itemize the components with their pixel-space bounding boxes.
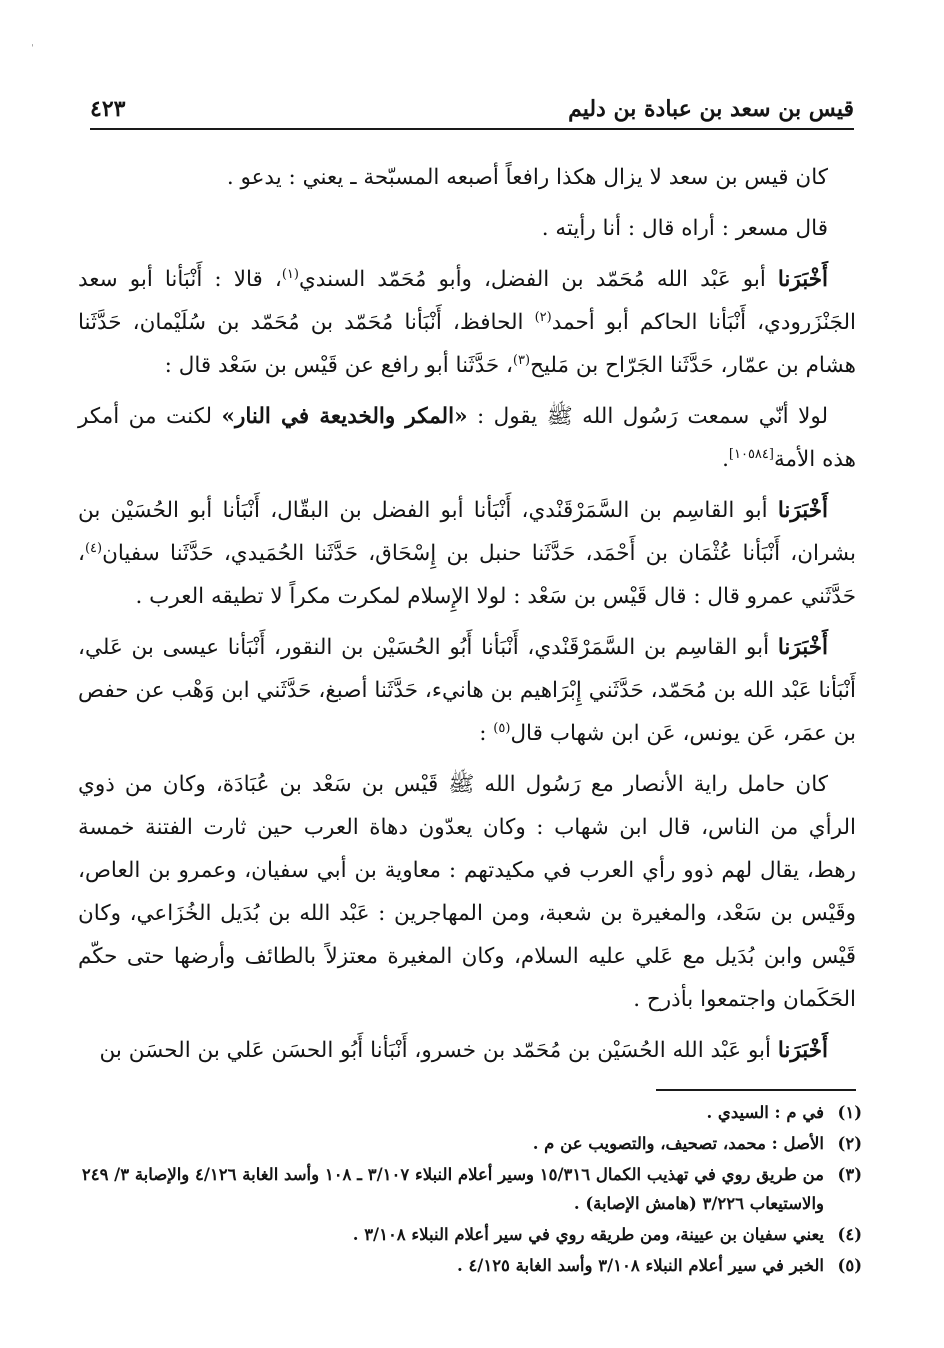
footnote-number: (١)	[837, 1103, 862, 1122]
paragraph	[78, 763, 856, 1021]
main-text	[78, 156, 856, 1080]
footnote-text: من طريق روي في تهذيب الكمال ١٥/٣١٦ وسير أعلام النبلاء ٣/١٠٧ ـ ١٠٨ وأسد الغابة ٤/١٢٦ والإصابة ٣/ ٢٤٩ والاستيعاب ٣/٢٢٦ (هامش الإصابة) .	[81, 1165, 824, 1213]
paragraph-text: ، حَدَّثَنا أبو رافع عن قَيْس بن سَعْد قال :	[164, 353, 513, 378]
footnote	[78, 1129, 862, 1158]
paragraph-text: ، قالا : أَنْبَأنا أبو سعد الجَنْزَرودي، أَنْبَأنا الحاكم أبو أحمد	[78, 267, 856, 335]
isnad-keyword: أَخْبَرَنا	[777, 635, 828, 660]
footnotes	[78, 1098, 862, 1282]
paragraph-text: أبو القاسِم بن السَّمَرْقَنْدي، أَنْبَأنا أَبُو الحُسَيْن بن النقور، أَنْبَأنا عيسى بن عَلي، أَنْبَأنا عَبْد الله بن مُحَمّد، حَدَّثَني إِبْرَاهيم بن هانيء، حَدَّثَنا أصبغ، حَدَّثَني ابن وَهْب عن حفص بن عمَر، عَن يونس، عَن ابن شهاب قال	[78, 635, 856, 746]
paragraph-text: .	[722, 447, 729, 472]
paragraph	[78, 156, 856, 199]
paragraph-text: قال مسعر : أراه قال : أنا رأيته .	[541, 216, 828, 241]
paragraph-text: أبو القاسِم بن السَّمَرْقَنْدي، أَنْبَأنا أبو الفضل بن البقّال، أَنْبَأنا أبو الحُسَيْن بن بشران، أَنْبَأنا عُثْمَان بن أَحْمَد، حَدَّثَنا حنبل بن إِسْحَاق، حَدَّثَنا الحُمَيدي، حَدَّثَنا سفيان	[78, 498, 856, 566]
paragraph-text: كان حامل راية الأنصار مع رَسُول الله ﷺ قَيْس بن سَعْد بن عُبَادَة، وكان من ذوي الرأي من الناس، قال ابن شهاب : وكان يعدّون دهاة العرب حين ثارت الفتنة خمسة رهط، يقال لهم ذوو رأي العرب في مكيدتهم : معاوية بن أبي سفيان، وعمرو بن العاص، وقَيْس بن سَعْد، والمغيرة بن شعبة، ومن المهاجرين : عَبْد الله بن بُدَيل الخُزَاعي، وكان قَيْس وابن بُدَيل مع عَلي عليه السلام، وكان المغيرة معتزلاً بالطائف وأرضها حتى حكّم الحَكَمان واجتمعوا بأذرح .	[78, 772, 856, 1012]
running-header	[90, 88, 854, 130]
scan-mark: ˈ	[31, 44, 34, 55]
footnote-ref: (٣)	[512, 352, 531, 368]
isnad-keyword: أَخْبَرَنا	[777, 267, 828, 292]
paragraph	[78, 395, 856, 481]
footnote-text: الخبر في سير أعلام النبلاء ٣/١٠٨ وأسد الغابة ٤/١٢٥ .	[456, 1256, 824, 1275]
footnote-ref: (٤)	[84, 540, 103, 556]
paragraph	[78, 626, 856, 755]
paragraph	[78, 207, 856, 250]
paragraph-text: ، حَدَّثَني عمرو قال : قال قَيْس بن سَعْد : لولا الإِسلام لمكرت مكراً لا تطيقه العرب .	[78, 541, 856, 609]
footnote	[78, 1220, 862, 1249]
paragraph	[78, 258, 856, 387]
paragraph-text: أبو عَبْد الله الحُسَيْن بن مُحَمّد بن خسرو، أَنْبَأنا أَبُو الحسَن عَلي بن الحسَن بن	[99, 1038, 778, 1063]
isnad-keyword: أَخْبَرَنا	[777, 498, 828, 523]
paragraph-text: أبو عَبْد الله مُحَمّد بن الفضل، وأبو مُحَمّد السندي	[298, 267, 778, 292]
paragraph-text: الحافظ، أَنْبَأنا مُحَمّد بن مُحَمّد بن سُلَيْمان، حَدَّثَنا هشام بن عمّار، حَدَّثَنا الجَرّاح بن مَليح	[78, 310, 856, 378]
footnote-text: في م : السيدي .	[706, 1103, 824, 1122]
footnote-text: يعني سفيان بن عيينة، ومن طريقه روي في سير أعلام النبلاء ٣/١٠٨ .	[352, 1225, 824, 1244]
paragraph	[78, 489, 856, 618]
page-number: ٤٢٣	[90, 96, 126, 122]
footnote-ref: (١)	[281, 266, 299, 282]
hadith-quote: «المكر والخديعة في النار»	[221, 404, 468, 429]
paragraph-text: لكنت من أمكر هذه الأمة	[78, 404, 856, 472]
footnote-ref: (٢)	[534, 309, 552, 325]
footnote-ref: (٥)	[493, 720, 511, 736]
isnad-keyword: أَخْبَرَنا	[777, 1038, 828, 1063]
footnote	[78, 1160, 862, 1218]
paragraph	[78, 1029, 856, 1072]
footnote	[78, 1251, 862, 1280]
footnote	[78, 1098, 862, 1127]
footnote-number: (٢)	[837, 1134, 862, 1153]
footnote-number: (٤)	[837, 1225, 862, 1244]
footnote-number: (٣)	[837, 1165, 862, 1184]
paragraph-text: لولا أنّي سمعت رَسُول الله ﷺ يقول :	[467, 404, 829, 429]
paragraph-text: كان قيس بن سعد لا يزال هكذا رافعاً أصبعه المسبّحة ـ يعني : يدعو .	[226, 165, 828, 190]
footnote-separator	[656, 1089, 856, 1091]
paragraph-text: :	[479, 721, 494, 746]
running-title: قيس بن سعد بن عبادة بن دليم	[568, 96, 854, 122]
footnote-text: الأصل : محمد، تصحيف، والتصويب عن م .	[532, 1134, 824, 1153]
footnote-number: (٥)	[837, 1256, 862, 1275]
hadith-number: [١٠٥٨٤]	[728, 446, 774, 462]
